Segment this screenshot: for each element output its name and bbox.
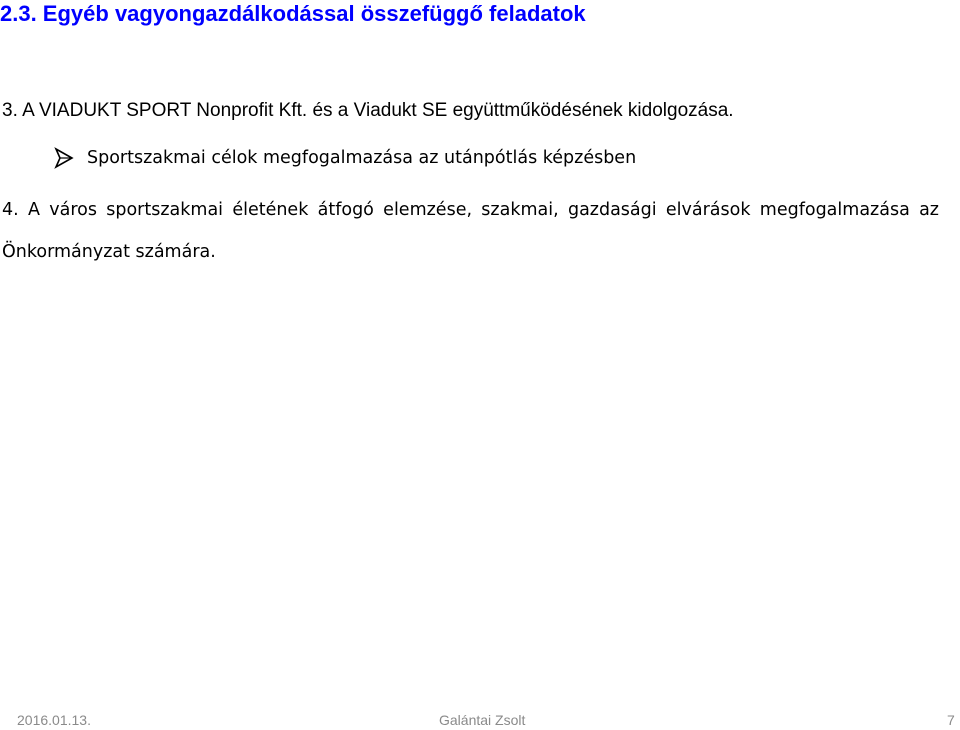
page-title: 2.3. Egyéb vagyongazdálkodással összefüggő feladatok	[0, 1, 586, 26]
footer-date: 2016.01.13.	[17, 712, 91, 728]
bullet-text: Sportszakmai célok megfogalmazása az utánpótlás képzésben	[87, 148, 637, 168]
arrow-bullet-icon	[53, 147, 75, 169]
bullet-item	[53, 143, 636, 173]
list-item-3: 3. A VIADUKT SPORT Nonprofit Kft. és a Viadukt SE együttműködésének kidolgozása.	[2, 100, 734, 121]
footer-author: Galántai Zsolt	[439, 712, 526, 728]
footer-page-number: 7	[947, 712, 955, 728]
list-item-4: 4. A város sportszakmai életének átfogó elemzése, szakmai, gazdasági elvárások megfogalmazása az Önkormányzat számára.	[2, 200, 939, 262]
